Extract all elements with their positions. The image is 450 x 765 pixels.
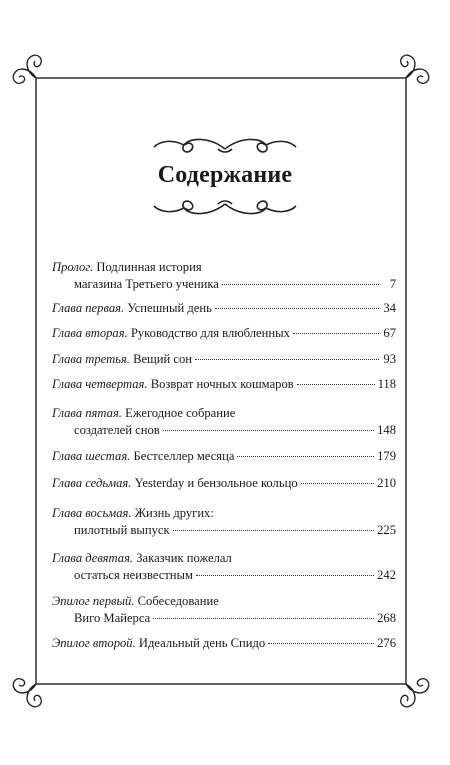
leader-dots — [153, 618, 374, 619]
corner-ornament-top-left — [13, 55, 41, 83]
toc-entry-label: Глава четвертая. — [52, 377, 148, 391]
toc-entry-epilogue-1[interactable] — [52, 593, 396, 627]
toc-entry-label: Глава седьмая. — [52, 476, 132, 490]
toc-entry-title: Возврат ночных кошмаров — [150, 377, 294, 391]
toc-entry-label: Глава восьмая. — [52, 506, 132, 520]
leader-dots — [222, 284, 379, 285]
flourish-bottom — [150, 196, 300, 218]
corner-ornament-bottom-left — [13, 679, 41, 707]
toc-entry-label: Эпилог первый. — [52, 594, 135, 608]
page-title: Содержание — [157, 162, 293, 188]
toc-entry-title: Жизнь других: — [134, 506, 214, 520]
leader-dots — [195, 359, 379, 360]
toc-page-number: 34 — [383, 301, 396, 315]
leader-dots — [215, 308, 379, 309]
leader-dots — [163, 430, 374, 431]
toc-entry-title: Руководство для влюбленных — [130, 326, 290, 340]
leader-dots — [237, 456, 374, 457]
toc-entry-label: Глава пятая. — [52, 406, 122, 420]
toc-entry-chapter-7[interactable] — [52, 475, 396, 492]
toc-entry-title-cont: остаться неизвестным — [74, 568, 193, 582]
toc-entry-title: Бестселлер месяца — [133, 449, 235, 463]
toc-entry-title: Успешный день — [127, 301, 212, 315]
toc-entry-label: Глава первая. — [52, 301, 125, 315]
toc-page-number: 148 — [377, 423, 396, 437]
toc-entry-chapter-9[interactable] — [52, 550, 396, 584]
toc-entry-chapter-4[interactable] — [52, 376, 396, 393]
toc-entry-title-cont: магазина Третьего ученика — [74, 277, 219, 291]
toc-entry-chapter-1[interactable] — [52, 300, 396, 317]
leader-dots — [297, 384, 375, 385]
toc-page-number: 242 — [377, 568, 396, 582]
toc-entry-title: Yesterday и бензольное кольцо — [134, 476, 298, 490]
toc-entry-label: Пролог. — [52, 260, 94, 274]
leader-dots — [196, 575, 374, 576]
leader-dots — [301, 483, 374, 484]
toc-entry-title: Идеальный день Спидо — [138, 636, 266, 650]
toc-page-number: 118 — [377, 377, 396, 391]
toc-entry-title: Заказчик пожелал — [136, 551, 232, 565]
toc-entry-chapter-2[interactable] — [52, 325, 396, 342]
toc-entry-title: Вещий сон — [133, 352, 193, 366]
toc-entry-label: Глава вторая. — [52, 326, 128, 340]
toc-entry-title-cont: Виго Майерса — [74, 611, 151, 625]
toc-page-number: 276 — [377, 636, 396, 650]
corner-ornament-bottom-right — [401, 679, 429, 707]
toc-entry-title-cont: пилотный выпуск — [74, 523, 170, 537]
toc-page-number: 179 — [377, 449, 396, 463]
toc-page-number: 268 — [377, 611, 396, 625]
leader-dots — [268, 643, 374, 644]
toc-page-number: 225 — [377, 523, 396, 537]
toc-entry-chapter-6[interactable] — [52, 448, 396, 465]
toc-entry-title: Подлинная история — [96, 260, 202, 274]
toc-entry-label: Глава шестая. — [52, 449, 131, 463]
toc-entry-title: Ежегодное собрание — [125, 406, 236, 420]
toc-page-number: 93 — [383, 352, 396, 366]
leader-dots — [173, 530, 374, 531]
toc-entry-chapter-3[interactable] — [52, 351, 396, 368]
toc-entry-chapter-5[interactable] — [52, 405, 396, 439]
toc-entry-title-cont: создателей снов — [74, 423, 160, 437]
toc-entry-label: Эпилог второй. — [52, 636, 136, 650]
toc-entry-epilogue-2[interactable] — [52, 635, 396, 652]
toc-entry-chapter-8[interactable] — [52, 505, 396, 539]
toc-page-number: 210 — [377, 476, 396, 490]
toc-page-number: 67 — [383, 326, 396, 340]
toc-entry-label: Глава девятая. — [52, 551, 134, 565]
leader-dots — [293, 333, 379, 334]
toc-entry-prologue[interactable] — [52, 259, 396, 293]
corner-ornament-top-right — [401, 55, 429, 83]
toc-entry-label: Глава третья. — [52, 352, 130, 366]
toc-entry-title: Собеседование — [137, 594, 219, 608]
flourish-top — [150, 135, 300, 157]
toc-page-number: 7 — [389, 277, 396, 291]
